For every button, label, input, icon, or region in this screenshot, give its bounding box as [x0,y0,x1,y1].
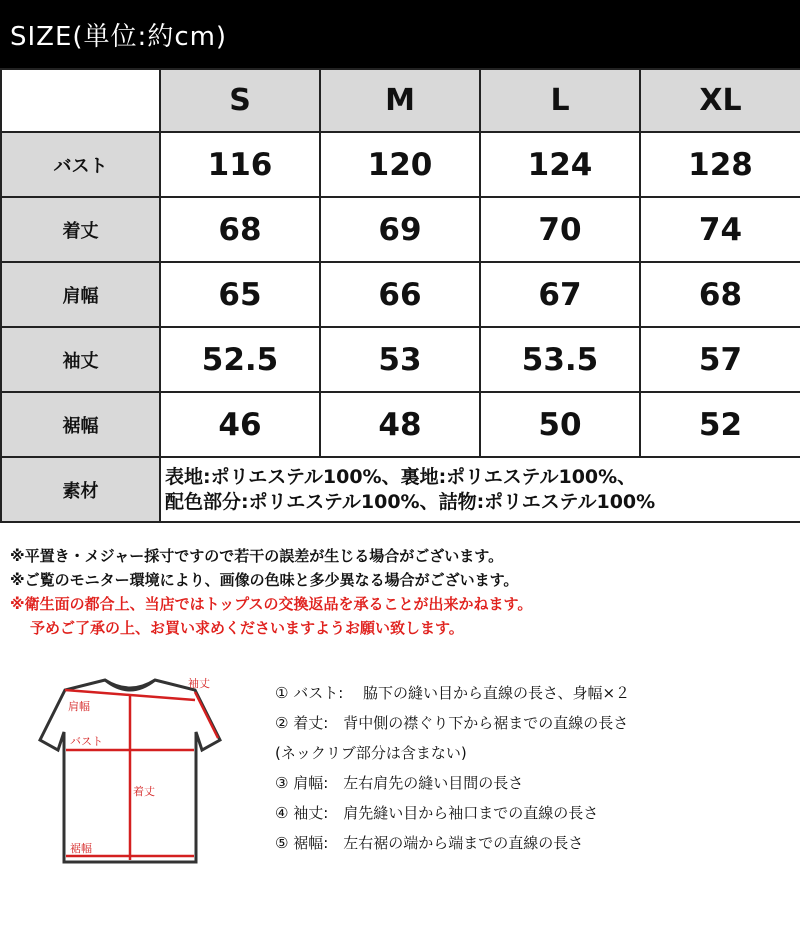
label-shoulder: 肩幅 [68,700,90,713]
material-line-2: 配色部分:ポリエステル100%、詰物:ポリエステル100% [165,490,656,513]
label-bust: バスト [70,735,103,748]
column-header-l: L [480,69,640,132]
page-title: SIZE(単位:約cm) [10,22,228,52]
legend-item-sleeve: ④ 袖丈: 肩先縫い目から袖口までの直線の長さ [275,804,599,822]
legend-item-length: ② 着丈: 背中側の襟ぐり下から裾までの直線の長さ [275,714,629,732]
label-sleeve: 袖丈 [188,677,210,690]
table-cell: 50 [480,392,640,457]
header-bar [0,0,800,68]
table-cell: 120 [320,132,480,197]
table-cell: 65 [160,262,320,327]
legend-item-shoulder: ③ 肩幅: 左右肩先の縫い目間の長さ [275,774,524,792]
table-row [1,392,800,457]
table-cell: 68 [160,197,320,262]
table-cell: 128 [640,132,800,197]
column-header-s: S [160,69,320,132]
table-cell: 66 [320,262,480,327]
row-label-length: 着丈 [1,197,160,262]
row-label-sleeve: 袖丈 [1,327,160,392]
table-cell: 68 [640,262,800,327]
table-cell: 69 [320,197,480,262]
table-row [1,132,800,197]
table-row-material [1,457,800,522]
table-cell: 52 [640,392,800,457]
table-header-row [1,69,800,132]
table-cell: 70 [480,197,640,262]
table-cell: 57 [640,327,800,392]
table-cell: 52.5 [160,327,320,392]
row-label-hem: 裾幅 [1,392,160,457]
table-row [1,197,800,262]
legend-item-length-note: (ネックリブ部分は含まない) [275,744,467,762]
table-cell: 53 [320,327,480,392]
note-no-returns: ※衛生面の都合上、当店ではトップスの交換返品を承ることが出来かねます。 [10,595,533,613]
garment-measurement-diagram [20,670,240,870]
table-cell: 48 [320,392,480,457]
notes [10,544,532,640]
row-label-material: 素材 [1,457,160,522]
row-label-shoulder: 肩幅 [1,262,160,327]
material-line-1: 表地:ポリエステル100%、裏地:ポリエステル100%、 [165,465,637,488]
note-measurement: ※平置き・メジャー採寸ですので若干の誤差が生じる場合がございます。 [10,547,504,565]
legend-item-hem: ⑤ 裾幅: 左右裾の端から端までの直線の長さ [275,834,584,852]
label-hem: 裾幅 [70,842,92,855]
column-header-m: M [320,69,480,132]
note-monitor: ※ご覧のモニター環境により、画像の色味と多少異なる場合がございます。 [10,571,519,589]
size-table [0,68,800,523]
table-cell: 53.5 [480,327,640,392]
material-cell [160,457,800,522]
table-corner-cell [1,69,160,132]
table-cell: 116 [160,132,320,197]
measurement-legend [275,678,630,858]
table-cell: 74 [640,197,800,262]
table-cell: 67 [480,262,640,327]
column-header-xl: XL [640,69,800,132]
table-cell: 46 [160,392,320,457]
label-length: 着丈 [133,785,155,798]
table-row [1,262,800,327]
legend-item-bust: ① バスト: 脇下の縫い目から直線の長さ、身幅×２ [275,684,631,702]
note-acknowledgement: 予めご了承の上、お買い求めくださいますようお願い致します。 [30,619,464,637]
table-row [1,327,800,392]
table-cell: 124 [480,132,640,197]
row-label-bust: バスト [1,132,160,197]
